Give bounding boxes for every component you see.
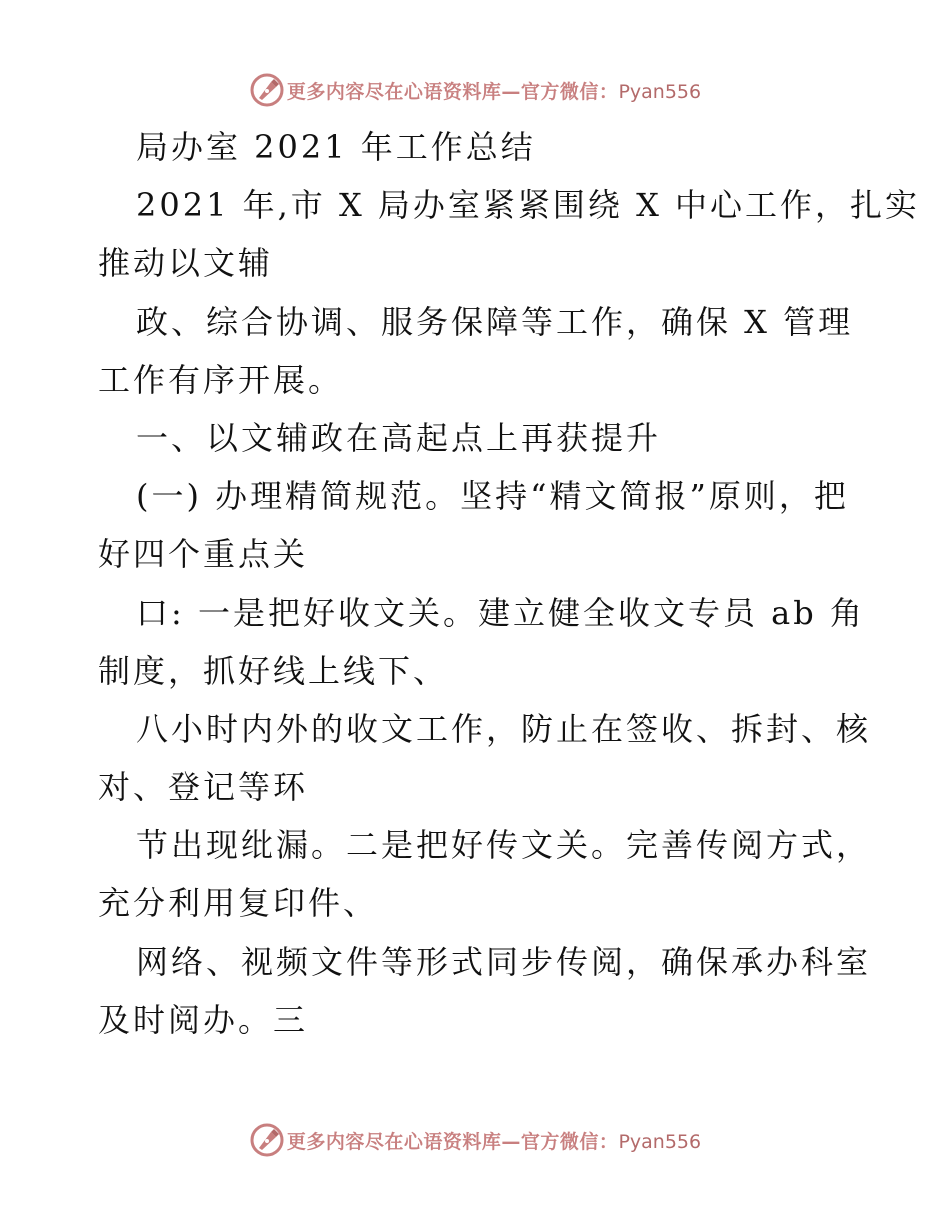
paragraph-line: 八小时内外的收文工作，防止在签收、拆封、核: [136, 709, 872, 748]
pen-nib-logo-icon: [249, 72, 285, 108]
paragraph-line: 充分利用复印件、: [98, 884, 379, 923]
paragraph-line: 节出现纰漏。二是把好传文关。完善传阅方式，: [136, 826, 872, 865]
paragraph-line: 2021 年,市 X 局办室紧紧围绕 X 中心工作，扎实: [136, 186, 921, 225]
paragraph-line: 工作有序开展。: [98, 360, 344, 399]
paragraph-line: 制度，抓好线上线下、: [98, 651, 449, 690]
paragraph-line: 政、综合协调、服务保障等工作，确保 X 管理: [136, 302, 854, 341]
paragraph-line: 推动以文辅: [98, 244, 274, 283]
paragraph-line: 口: 一是把好收文关。建立健全收文专员 ab 角: [136, 593, 865, 632]
document-body: [98, 118, 921, 1049]
watermark-text: 更多内容尽在心语资料库—官方微信：Pyan556: [286, 1130, 702, 1153]
section-heading: 一、以文辅政在高起点上再获提升: [136, 418, 662, 457]
wechat-id: Pyan556: [618, 80, 702, 103]
wechat-id: Pyan556: [618, 1130, 702, 1153]
paragraph-line: 网络、视频文件等形式同步传阅，确保承办科室: [136, 942, 872, 981]
watermark-text: 更多内容尽在心语资料库—官方微信：Pyan556: [286, 80, 702, 103]
pen-nib-logo-icon: [249, 1122, 285, 1158]
header-watermark: [0, 70, 950, 110]
document-title: 局办室 2021 年工作总结: [136, 128, 536, 166]
paragraph-line: 对、登记等环: [98, 768, 309, 807]
footer-watermark: [0, 1120, 950, 1160]
paragraph-line: (一) 办理精简规范。坚持“精文简报”原则，把: [136, 477, 849, 516]
paragraph-line: 好四个重点关: [98, 535, 309, 574]
paragraph-line: 及时阅办。三: [98, 1000, 309, 1039]
